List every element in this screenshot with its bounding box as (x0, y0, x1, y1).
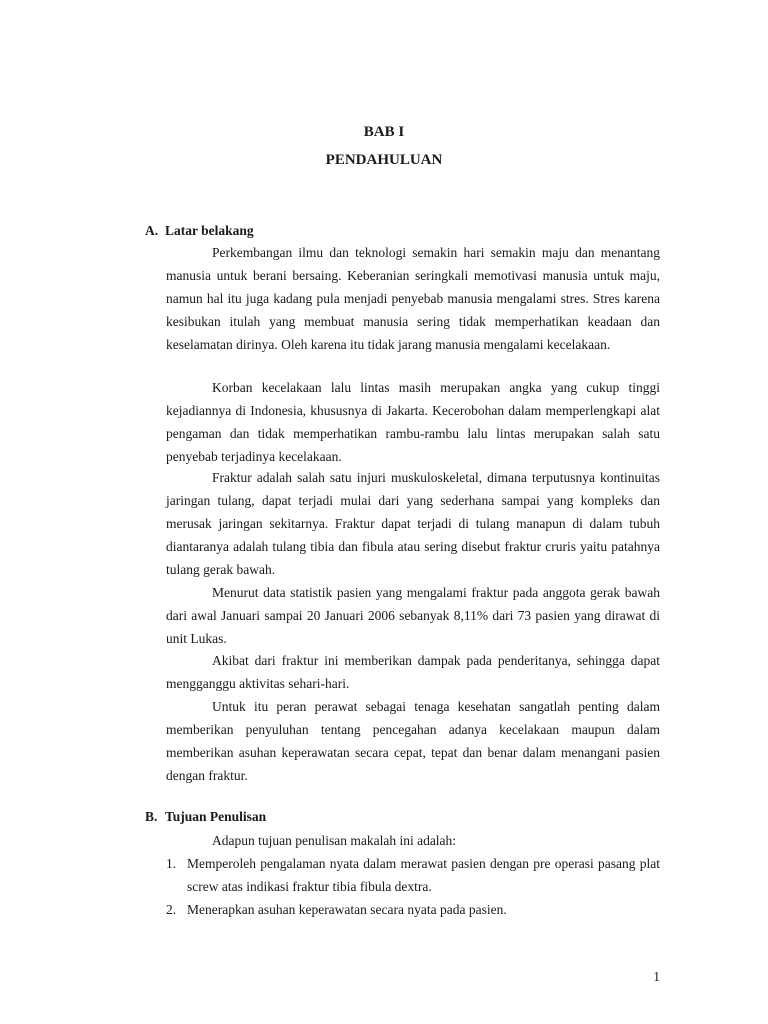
chapter-number: BAB I (363, 124, 405, 140)
list-item-number: 1. (166, 856, 177, 871)
list-item-text: Menerapkan asuhan keperawatan secara nyata pada pasien. (187, 902, 507, 917)
section-b-intro: Adapun tujuan penulisan makalah ini adalah: (212, 833, 457, 848)
section-a-letter: A. (145, 223, 159, 238)
paragraph-a3: Fraktur adalah salah satu injuri muskuloskeletal, dimana terputusnya kontinuitas jaringan tulang, dapat terjadi mulai dari yang sederhana sampai yang kompleks dan merusak jaringan sekitarnya. Fraktur dapat terjadi di tulang manapun di dalam tubuh diantaranya adalah tulang tibia dan fibula atau sering disebut fraktur cruris yaitu patahnya tulang gerak bawah. (166, 470, 660, 577)
page-number: 1 (653, 969, 660, 984)
list-item (166, 898, 660, 921)
paragraph-a2: Korban kecelakaan lalu lintas masih merupakan angka yang cukup tinggi kejadiannya di Indonesia, khususnya di Jakarta. Kecerobohan dalam memperlengkapi alat pengaman dan tidak memperhatikan rambu-rambu lalu lintas merupakan salah satu penyebab terjadinya kecelakaan. (166, 380, 660, 464)
list-item-number: 2. (166, 902, 177, 917)
section-b-heading (145, 808, 266, 826)
paragraph-a1: Perkembangan ilmu dan teknologi semakin hari semakin maju dan menantang manusia untuk berani bersaing. Keberanian seringkali memotivasi manusia untuk maju, namun hal itu juga kadang pula menjadi penyebab manusia mengalami stres. Stres karena kesibukan itulah yang membuat manusia sering tidak memperhatikan keadaan dan keselamatan dirinya. Oleh karena itu tidak jarang manusia mengalami kecelakaan. (166, 245, 660, 352)
paragraph-a5: Akibat dari fraktur ini memberikan dampak pada penderitanya, sehingga dapat mengganggu aktivitas sehari-hari. (166, 653, 660, 691)
section-b-title: Tujuan Penulisan (165, 809, 267, 824)
list-item (166, 852, 660, 898)
section-b-letter: B. (145, 809, 158, 824)
section-a-title: Latar belakang (165, 223, 254, 238)
paragraph-a6: Untuk itu peran perawat sebagai tenaga kesehatan sangatlah penting dalam memberikan penyuluhan tentang pencegahan adanya kecelakaan maupun dalam memberikan asuhan keperawatan secara cepat, tepat dan benar dalam menangani pasien dengan fraktur. (166, 699, 660, 783)
paragraph-a4: Menurut data statistik pasien yang mengalami fraktur pada anggota gerak bawah dari awal Januari sampai 20 Januari 2006 sebanyak 8,11% dari 73 pasien yang dirawat di unit Lukas. (166, 585, 660, 646)
list-item-text: Memperoleh pengalaman nyata dalam merawat pasien dengan pre operasi pasang plat screw atas indikasi fraktur tibia fibula dextra. (187, 856, 660, 894)
chapter-title: PENDAHULUAN (325, 152, 443, 168)
section-a-heading (145, 222, 254, 240)
